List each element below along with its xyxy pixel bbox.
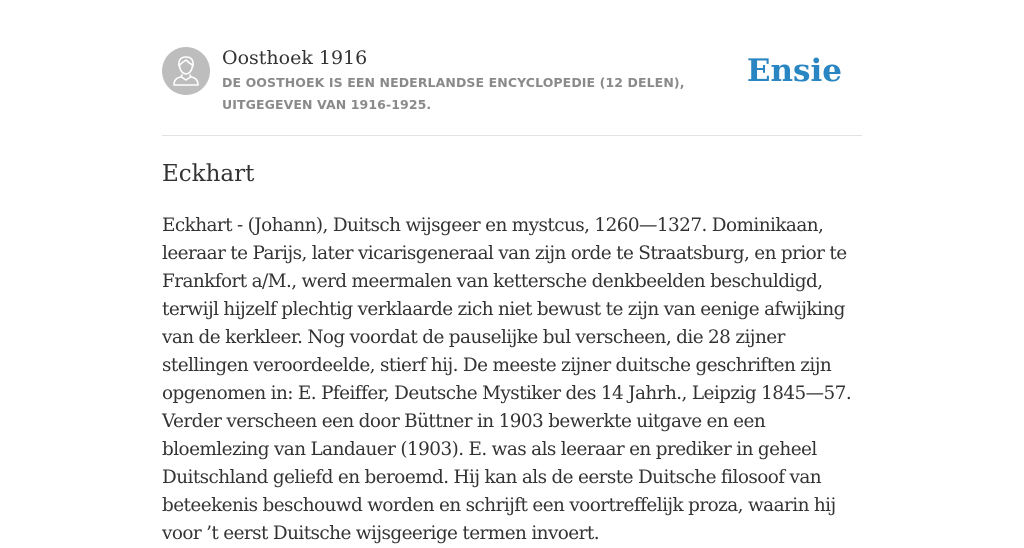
source-title[interactable]: Oosthoek 1916 bbox=[222, 47, 368, 69]
source-header bbox=[162, 46, 862, 136]
entry-title: Eckhart bbox=[162, 161, 255, 187]
ensie-logo-link[interactable]: Ensie bbox=[746, 53, 842, 89]
header-divider bbox=[162, 135, 862, 136]
user-icon bbox=[162, 47, 210, 95]
entry-body: Eckhart - (Johann), Duitsch wijsgeer en mystcus, 1260—1327. Dominikaan, leeraar te Parijs, later vicarisgeneraal van zijn orde te Straatsburg, en prior te Frankfort a/M., werd meermalen van kettersche denkbeelden beschuldigd, terwijl hijzelf plechtig verklaarde zich niet bewust te zijn van eenige afwijking van de kerkleer. Nog voordat de pauselijke bul verscheen, die 28 zijner stellingen veroordeelde, stierf hij. De meeste zijner duitsche geschriften zijn opgenomen in: E. Pfeiffer, Deutsche Mystiker des 14 Jahrh., Leipzig 1845—57. Verder verscheen een door Büttner in 1903 bewerkte uitgave en een bloemlezing van Landauer (1903). E. was als leeraar en prediker in geheel Duitschland geliefd en beroemd. Hij kan als de eerste Duitsche filosoof van beteekenis beschouwd worden en schrijft een voortreffelijk proza, waarin hij voor ’t eerst Duitsche wijsgeerige termen invoert. bbox=[162, 215, 852, 544]
source-avatar[interactable] bbox=[162, 47, 210, 95]
source-description: DE OOSTHOEK IS EEN NEDERLANDSE ENCYCLOPEDIE (12 DELEN), UITGEGEVEN VAN 1916-1925. bbox=[222, 75, 685, 112]
